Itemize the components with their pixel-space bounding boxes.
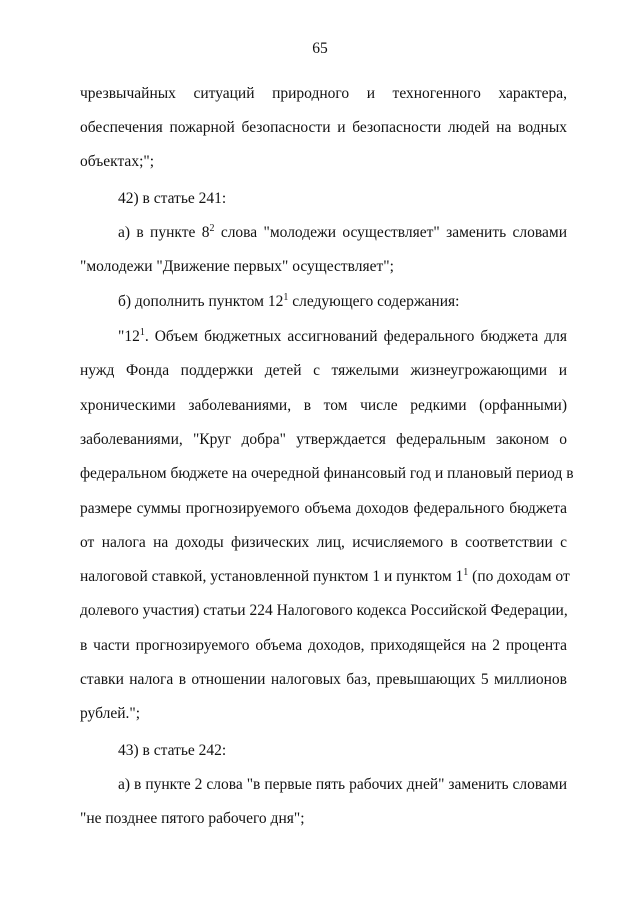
text-line: нужд Фонда поддержки детей с тяжелыми жизнеугрожающими и bbox=[80, 362, 567, 379]
text-segment: налоговой ставкой, установленной пунктом 1 и пунктом 1 bbox=[80, 568, 464, 585]
text-line: чрезвычайных ситуаций природного и техногенного характера, bbox=[80, 85, 567, 102]
text-line: заболеваниями, "Круг добра" утверждается федеральным законом о bbox=[80, 431, 567, 448]
text-segment: слова "молодежи осуществляет" заменить словами bbox=[214, 224, 567, 241]
superscript: 1 bbox=[139, 327, 145, 338]
list-item-42: 42) в статье 241: bbox=[118, 190, 227, 207]
superscript: 2 bbox=[209, 223, 215, 234]
text-segment: (по доходам от bbox=[468, 568, 570, 585]
text-line: "молодежи "Движение первых" осуществляет"; bbox=[80, 258, 394, 275]
text-line: размере суммы прогнозируемого объема доходов федерального бюджета bbox=[80, 500, 567, 517]
text-line: рублей."; bbox=[80, 705, 141, 722]
text-line: "не позднее пятого рабочего дня"; bbox=[80, 810, 305, 827]
text-segment: б) дополнить пунктом 12 bbox=[118, 293, 284, 310]
text-line: федеральном бюджете на очередной финансовый год и плановый период в bbox=[80, 465, 574, 482]
text-line bbox=[118, 223, 567, 243]
page-number: 65 bbox=[312, 40, 328, 57]
text-line: обеспечения пожарной безопасности и безопасности людей на водных bbox=[80, 119, 567, 136]
text-line: от налога на доходы физических лиц, исчисляемого в соответствии с bbox=[80, 534, 567, 551]
text-segment: "12 bbox=[118, 328, 140, 345]
text-segment: . Объем бюджетных ассигнований федерального бюджета для bbox=[144, 328, 567, 345]
superscript: 1 bbox=[463, 567, 469, 578]
text-line bbox=[118, 292, 459, 312]
text-line: хроническими заболеваниями, в том числе редкими (орфанными) bbox=[80, 397, 567, 414]
text-line bbox=[118, 327, 567, 347]
text-line: а) в пункте 2 слова "в первые пять рабочих дней" заменить словами bbox=[118, 776, 567, 793]
text-segment: а) в пункте 8 bbox=[118, 224, 210, 241]
text-line: в части прогнозируемого объема доходов, приходящейся на 2 процента bbox=[80, 637, 567, 654]
superscript: 1 bbox=[283, 292, 289, 303]
text-line: ставки налога в отношении налоговых баз, превышающих 5 миллионов bbox=[80, 671, 567, 688]
text-segment: следующего содержания: bbox=[288, 293, 460, 310]
text-line: долевого участия) статьи 224 Налогового кодекса Российской Федерации, bbox=[80, 602, 568, 619]
text-line bbox=[80, 567, 570, 587]
list-item-43: 43) в статье 242: bbox=[118, 742, 227, 759]
text-line: объектах;"; bbox=[80, 153, 155, 170]
